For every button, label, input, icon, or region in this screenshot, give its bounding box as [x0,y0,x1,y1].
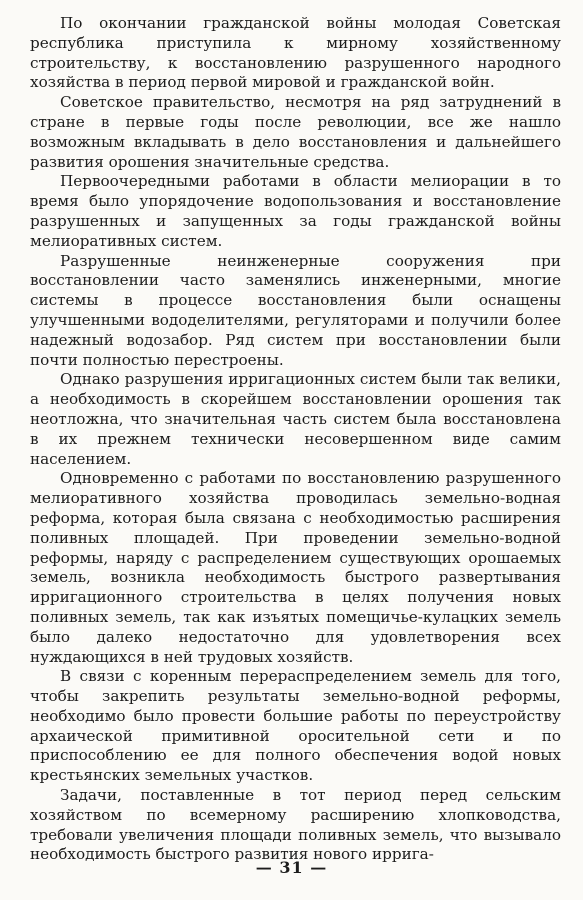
paragraph-7: В связи с коренным перераспределением земель для того, чтобы закрепить результаты земельно-водной реформы, необходимо было провести большие работы по переустройству архаической примитивной оросительной сети и по приспособлению ее для полного обеспечения водой новых крестьянских земельных участков. [30,667,561,785]
paragraph-6: Одновременно с работами по восстановлению разрушенного мелиоративного хозяйства проводилась земельно-водная реформа, которая была связана с необходимостью расширения поливных площадей. При проведении земельно-водной реформы, наряду с распределением существующих орошаемых земель, возникла необходимость быстрого развертывания ирригационного строительства в целях получения новых поливных земель, так как изъятых помещичье-кулацких земель было далеко недостаточно для удовлетворения всех нуждающихся в ней трудовых хозяйств. [30,469,561,666]
body-text [30,14,561,865]
paragraph-5: Однако разрушения ирригационных систем были так велики, а необходимость в скорейшем восстановлении орошения так неотложна, что значительная часть систем была восстановлена в их прежнем технически несовершенном виде самим населением. [30,370,561,468]
page-number: — 31 — [255,858,328,877]
paragraph-4: Разрушенные неинженерные сооружения при восстановлении часто заменялись инженерными, многие системы в процессе восстановления были оснащены улучшенными вододелителями, регуляторами и получили более надежный водозабор. Ряд систем при восстановлении были почти полностью перестроены. [30,251,561,369]
paragraph-8: Задачи, поставленные в тот период перед сельским хозяйством по всемерному расширению хлопководства, требовали увеличения площади поливных земель, что вызывало необходимость быстрого развития нового ирригa- [30,786,561,864]
paragraph-1: По окончании гражданской войны молодая Советская республика приступила к мирному хозяйственному строительству, к восстановлению разрушенного народного хозяйства в период первой мировой и гражданской войн. [30,14,561,92]
paragraph-3: Первоочередными работами в области мелиорации в то время было упорядочение водопользования и восстановление разрушенных и запущенных за годы гражданской войны мелиоративных систем. [30,172,561,250]
paragraph-2: Советское правительство, несмотря на ряд затруднений в стране в первые годы после революции, все же нашло возможным вкладывать в дело восстановления и дальнейшего развития орошения значительные средства. [30,93,561,171]
